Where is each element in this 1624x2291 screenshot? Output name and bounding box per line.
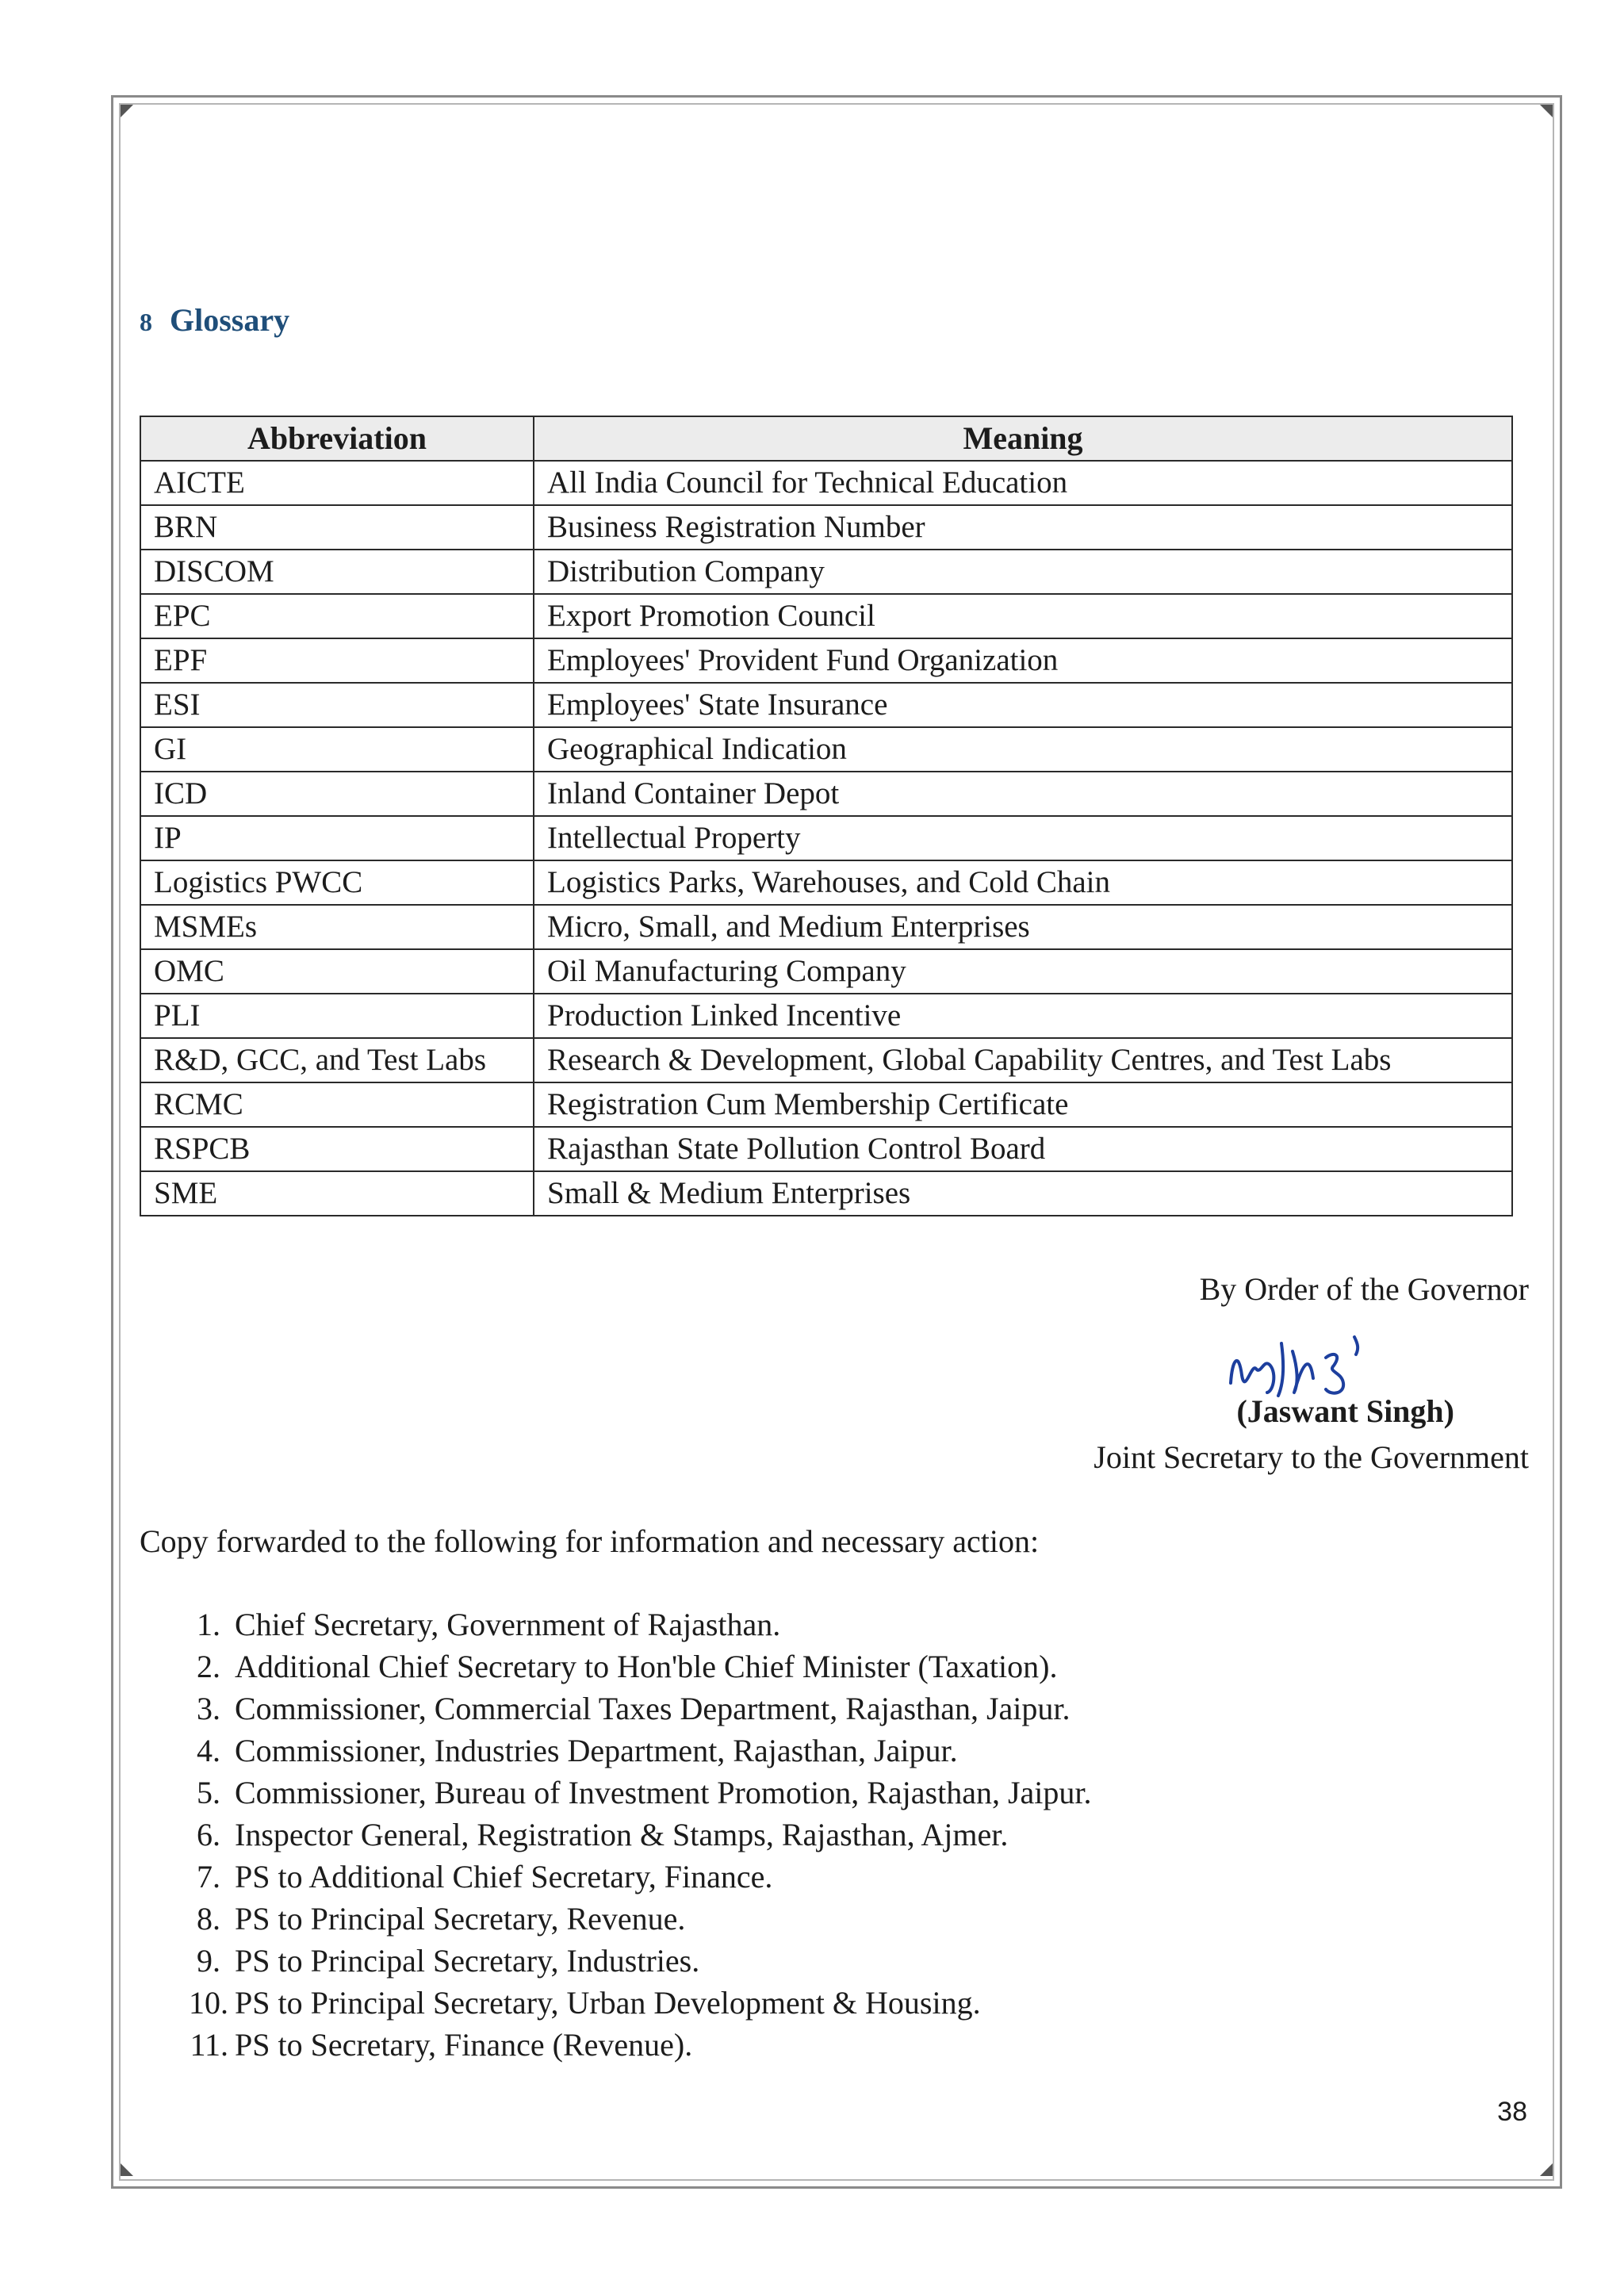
abbreviation-cell: RCMC — [140, 1082, 534, 1127]
list-item-number: 11. — [190, 2027, 228, 2063]
list-item — [167, 1645, 1092, 1688]
table-row — [140, 550, 1512, 594]
meaning-cell: Intellectual Property — [534, 816, 1512, 860]
meaning-cell: Logistics Parks, Warehouses, and Cold Chain — [534, 860, 1512, 905]
meaning-cell: Employees' Provident Fund Organization — [534, 638, 1512, 683]
column-header-meaning: Meaning — [534, 416, 1512, 461]
table-row — [140, 816, 1512, 860]
list-item — [167, 1898, 1092, 1940]
list-item-number: 10. — [189, 1985, 228, 2021]
signer-title: Joint Secretary to the Government — [1094, 1439, 1529, 1475]
table-row — [140, 1038, 1512, 1082]
corner-ornament-top-right — [1540, 105, 1553, 117]
meaning-cell: Production Linked Incentive — [534, 994, 1512, 1038]
meaning-cell: Rajasthan State Pollution Control Board — [534, 1127, 1512, 1171]
list-item-text: Additional Chief Secretary to Hon'ble Chief Minister (Taxation). — [235, 1649, 1058, 1684]
section-title: Glossary — [170, 302, 290, 338]
list-item — [167, 1730, 1092, 1772]
list-item — [167, 1856, 1092, 1898]
abbreviation-cell: DISCOM — [140, 550, 534, 594]
abbreviation-cell: R&D, GCC, and Test Labs — [140, 1038, 534, 1082]
meaning-cell: Employees' State Insurance — [534, 683, 1512, 727]
meaning-cell: Inland Container Depot — [534, 772, 1512, 816]
list-item — [167, 1940, 1092, 1982]
abbreviation-cell: RSPCB — [140, 1127, 534, 1171]
list-item-text: PS to Principal Secretary, Revenue. — [235, 1901, 686, 1937]
list-item-text: PS to Secretary, Finance (Revenue). — [235, 2027, 693, 2063]
table-row — [140, 638, 1512, 683]
list-item — [167, 1814, 1092, 1856]
order-line: By Order of the Governor — [1199, 1271, 1529, 1307]
list-item-text: Commissioner, Bureau of Investment Promotion, Rajasthan, Jaipur. — [235, 1775, 1092, 1810]
glossary-body — [140, 461, 1512, 1216]
list-item-text: Inspector General, Registration & Stamps, Rajasthan, Ajmer. — [235, 1817, 1009, 1852]
table-row — [140, 949, 1512, 994]
table-row — [140, 860, 1512, 905]
table-row — [140, 505, 1512, 550]
table-row — [140, 683, 1512, 727]
list-item-text: PS to Additional Chief Secretary, Finance. — [235, 1859, 773, 1894]
meaning-cell: All India Council for Technical Education — [534, 461, 1512, 505]
list-item-number: 8. — [197, 1901, 220, 1937]
meaning-cell: Research & Development, Global Capability Centres, and Test Labs — [534, 1038, 1512, 1082]
table-row — [140, 461, 1512, 505]
abbreviation-cell: ICD — [140, 772, 534, 816]
meaning-cell: Distribution Company — [534, 550, 1512, 594]
meaning-cell: Business Registration Number — [534, 505, 1512, 550]
table-row — [140, 727, 1512, 772]
meaning-cell: Export Promotion Council — [534, 594, 1512, 638]
abbreviation-cell: EPF — [140, 638, 534, 683]
table-row — [140, 1082, 1512, 1127]
abbreviation-cell: SME — [140, 1171, 534, 1216]
table-row — [140, 1171, 1512, 1216]
meaning-cell: Registration Cum Membership Certificate — [534, 1082, 1512, 1127]
list-item — [167, 2024, 1092, 2066]
abbreviation-cell: GI — [140, 727, 534, 772]
list-item — [167, 1688, 1092, 1730]
list-item — [167, 1772, 1092, 1814]
table-row — [140, 994, 1512, 1038]
meaning-cell: Micro, Small, and Medium Enterprises — [534, 905, 1512, 949]
corner-ornament-top-left — [121, 105, 133, 117]
list-item-text: PS to Principal Secretary, Urban Development & Housing. — [235, 1985, 981, 2021]
copy-forwarded-intro: Copy forwarded to the following for information and necessary action: — [140, 1523, 1040, 1559]
list-item-number: 6. — [197, 1817, 220, 1852]
list-item-number: 3. — [197, 1691, 220, 1726]
list-item-text: Chief Secretary, Government of Rajasthan. — [235, 1607, 781, 1642]
meaning-cell: Geographical Indication — [534, 727, 1512, 772]
abbreviation-cell: IP — [140, 816, 534, 860]
table-row — [140, 1127, 1512, 1171]
list-item-number: 1. — [197, 1607, 220, 1642]
abbreviation-cell: PLI — [140, 994, 534, 1038]
abbreviation-cell: ESI — [140, 683, 534, 727]
list-item-text: Commissioner, Commercial Taxes Department, Rajasthan, Jaipur. — [235, 1691, 1071, 1726]
abbreviation-cell: BRN — [140, 505, 534, 550]
column-header-abbreviation: Abbreviation — [140, 416, 534, 461]
abbreviation-cell: Logistics PWCC — [140, 860, 534, 905]
table-row — [140, 594, 1512, 638]
list-item-number: 2. — [197, 1649, 220, 1684]
abbreviation-cell: AICTE — [140, 461, 534, 505]
list-item-number: 5. — [197, 1775, 220, 1810]
meaning-cell: Small & Medium Enterprises — [534, 1171, 1512, 1216]
list-item — [167, 1603, 1092, 1645]
list-item-number: 9. — [197, 1943, 220, 1979]
table-row — [140, 772, 1512, 816]
list-item — [167, 1982, 1092, 2024]
meaning-cell: Oil Manufacturing Company — [534, 949, 1512, 994]
list-item-text: PS to Principal Secretary, Industries. — [235, 1943, 700, 1979]
section-number: 8 — [140, 308, 152, 336]
abbreviation-cell: EPC — [140, 594, 534, 638]
glossary-table — [140, 416, 1513, 1216]
corner-ornament-bottom-right — [1540, 2163, 1553, 2176]
recipients-list — [167, 1603, 1092, 2066]
abbreviation-cell: OMC — [140, 949, 534, 994]
section-heading — [140, 301, 289, 339]
abbreviation-cell: MSMEs — [140, 905, 534, 949]
page-number: 38 — [1497, 2097, 1527, 2127]
list-item-number: 4. — [197, 1733, 220, 1768]
corner-ornament-bottom-left — [121, 2163, 133, 2176]
list-item-text: Commissioner, Industries Department, Rajasthan, Jaipur. — [235, 1733, 958, 1768]
glossary-header-row — [140, 416, 1512, 461]
list-item-number: 7. — [197, 1859, 220, 1894]
table-row — [140, 905, 1512, 949]
signer-name: (Jaswant Singh) — [1236, 1393, 1454, 1429]
